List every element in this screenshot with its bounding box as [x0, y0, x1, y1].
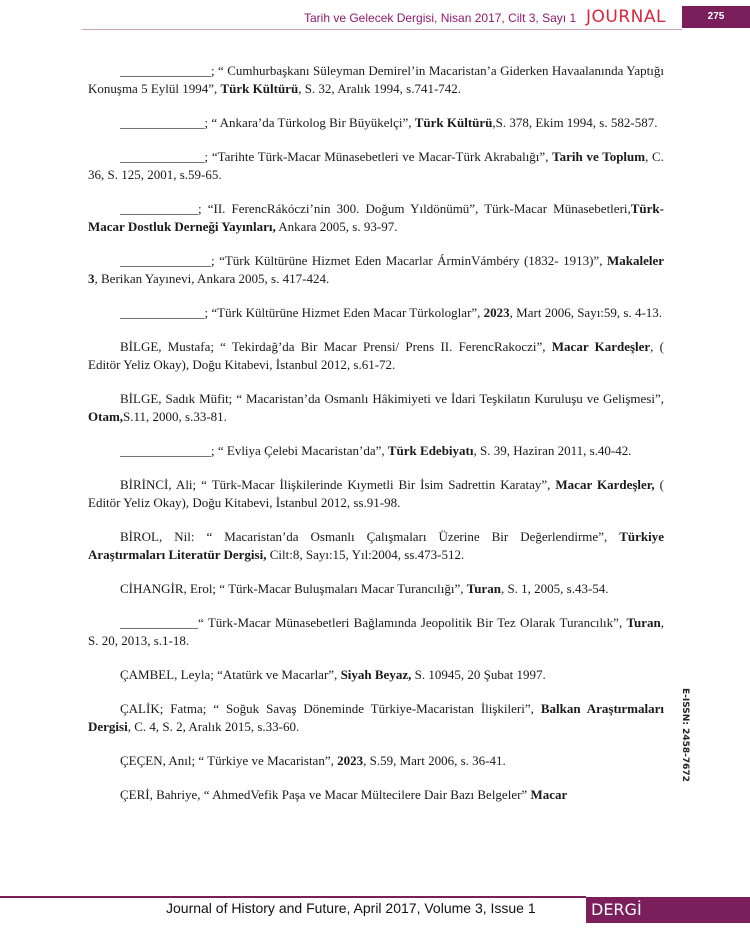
bibliography-entry	[88, 442, 664, 460]
entry-text: ÇEÇEN, Anıl; “ Türkiye ve Macaristan”,	[120, 753, 338, 768]
bibliography-entry	[88, 476, 664, 512]
issn-label: E-ISSN: 2458-7672	[680, 688, 690, 782]
entry-source-title: Macar	[530, 787, 568, 802]
bibliography-entry	[88, 666, 664, 684]
entry-text: _____________; “ Ankara’da Türkolog Bir Büyükelçi”,	[120, 115, 415, 130]
entry-text: BİROL, Nil: “ Macaristan’da Osmanlı Çalışmaları Üzerine Bir Değerlendirme”,	[120, 529, 620, 544]
bibliography-entry	[88, 614, 664, 650]
footer-journal-info: Journal of History and Future, April 2017, Volume 3, Issue 1	[166, 900, 536, 916]
entry-text: ____________; “II. FerencRákóczi’nin 300. Doğum Yıldönümü”, Türk-Macar Münasebetleri,	[120, 201, 631, 216]
entry-source-title: Macar Kardeşler	[551, 339, 651, 354]
bibliography-entry	[88, 390, 664, 426]
entry-source-title: Turan	[626, 615, 661, 630]
entry-source-title: Siyah Beyaz,	[340, 667, 412, 682]
bibliography-entry	[88, 528, 664, 564]
entry-text: ______________; “ Evliya Çelebi Macaristan’da”,	[120, 443, 388, 458]
entry-text: ( Editör Yeliz Okay), Doğu Kitabevi, İstanbul 2012, ss.91-98.	[88, 477, 664, 510]
bibliography-list	[88, 62, 664, 820]
entry-text: , S.59, Mart 2006, s. 36-41.	[363, 753, 506, 768]
bibliography-entry	[88, 700, 664, 736]
entry-text: , S. 1, 2005, s.43-54.	[500, 581, 609, 596]
entry-text: ÇERİ, Bahriye, “ AhmedVefik Paşa ve Macar Mültecilere Dair Bazı Belgeler”	[120, 787, 531, 802]
header-brand: JOURNAL	[586, 7, 666, 27]
entry-text: ______________; “Türk Kültürüne Hizmet Eden Macarlar ÁrminVámbéry (1832- 1913)”,	[120, 253, 607, 268]
entry-text: ______________; “ Cumhurbaşkanı Süleyman Demirel’in Macaristan’a Giderken Havaalanında Yaptığı Konuşma 5 Eylül 1994”,	[88, 63, 664, 96]
entry-text: , C. 4, S. 2, Aralık 2015, s.33-60.	[127, 719, 300, 734]
entry-source-title: 2023	[337, 753, 364, 768]
entry-text: , Berikan Yayınevi, Ankara 2005, s. 417-424.	[94, 271, 330, 286]
entry-text: , S. 39, Haziran 2011, s.40-42.	[473, 443, 632, 458]
entry-source-title: Macar Kardeşler,	[555, 477, 655, 492]
entry-text: ,S. 378, Ekim 1994, s. 582-587.	[492, 115, 658, 130]
entry-text: BİLGE, Mustafa; “ Tekirdağ’da Bir Macar Prensi/ Prens II. FerencRakoczi”,	[120, 339, 552, 354]
entry-source-title: Tarih ve Toplum	[552, 149, 646, 164]
entry-text: _____________; “Türk Kültürüne Hizmet Eden Macar Türkologlar”,	[120, 305, 484, 320]
entry-text: ÇAMBEL, Leyla; “Atatürk ve Macarlar”,	[120, 667, 341, 682]
entry-text: Cilt:8, Sayı:15, Yıl:2004, ss.473-512.	[266, 547, 465, 562]
entry-text: S.11, 2000, s.33-81.	[123, 409, 227, 424]
entry-text: CİHANGİR, Erol; “ Türk-Macar Buluşmaları Macar Turancılığı”,	[120, 581, 467, 596]
entry-source-title: Otam,	[88, 409, 124, 424]
bibliography-entry	[88, 148, 664, 184]
bibliography-entry	[88, 786, 664, 804]
bibliography-entry	[88, 304, 664, 322]
entry-text: , S. 20, 2013, s.1-18.	[88, 615, 664, 648]
entry-source-title: Turan	[466, 581, 501, 596]
page-number: 275	[682, 6, 750, 28]
entry-source-title: Türkiye Araştırmaları Literatür Dergisi,	[88, 529, 664, 562]
footer-brand: DERGİ	[586, 897, 750, 923]
entry-source-title: Makaleler 3	[88, 253, 664, 286]
entry-text: S. 10945, 20 Şubat 1997.	[411, 667, 546, 682]
entry-source-title: Türk Kültürü	[220, 81, 299, 96]
bibliography-entry	[88, 752, 664, 770]
entry-text: ____________“ Türk-Macar Münasebetleri Bağlamında Jeopolitik Bir Tez Olarak Turancılık”,	[120, 615, 627, 630]
entry-text: , ( Editör Yeliz Okay), Doğu Kitabevi, İstanbul 2012, s.61-72.	[88, 339, 664, 372]
footer-divider	[0, 896, 586, 898]
entry-text: , C. 36, S. 125, 2001, s.59-65.	[88, 149, 664, 182]
entry-source-title: Türk Edebiyatı	[387, 443, 474, 458]
entry-source-title: 2023	[483, 305, 510, 320]
entry-text: , Mart 2006, Sayı:59, s. 4-13.	[509, 305, 663, 320]
bibliography-entry	[88, 62, 664, 98]
header-journal-info: Tarih ve Gelecek Dergisi, Nisan 2017, Cilt 3, Sayı 1	[304, 11, 577, 25]
entry-text: BİLGE, Sadık Müfit; “ Macaristan’da Osmanlı Hâkimiyeti ve İdari Teşkilatın Kuruluşu ve Gelişmesi”,	[120, 391, 664, 406]
entry-source-title: Türk Kültürü	[414, 115, 493, 130]
bibliography-entry	[88, 580, 664, 598]
entry-text: _____________; “Tarihte Türk-Macar Münasebetleri ve Macar-Türk Akrabalığı”,	[120, 149, 553, 164]
entry-text: , S. 32, Aralık 1994, s.741-742.	[298, 81, 462, 96]
bibliography-entry	[88, 252, 664, 288]
bibliography-entry	[88, 114, 664, 132]
side-issn	[676, 688, 692, 798]
entry-source-title: Balkan Araştırmaları Dergisi	[88, 701, 665, 734]
bibliography-entry	[88, 338, 664, 374]
entry-source-title: Türk-Macar Dostluk Derneği Yayınları,	[88, 201, 664, 234]
entry-text: BİRİNCİ, Ali; “ Türk-Macar İlişkilerinde Kıymetli Bir İsim Sadrettin Karatay”,	[120, 477, 556, 492]
bibliography-entry	[88, 200, 664, 236]
entry-text: ÇALİK; Fatma; “ Soğuk Savaş Döneminde Türkiye-Macaristan İlişkileri”,	[120, 701, 541, 716]
entry-text: Ankara 2005, s. 93-97.	[275, 219, 398, 234]
header-divider	[82, 29, 682, 30]
